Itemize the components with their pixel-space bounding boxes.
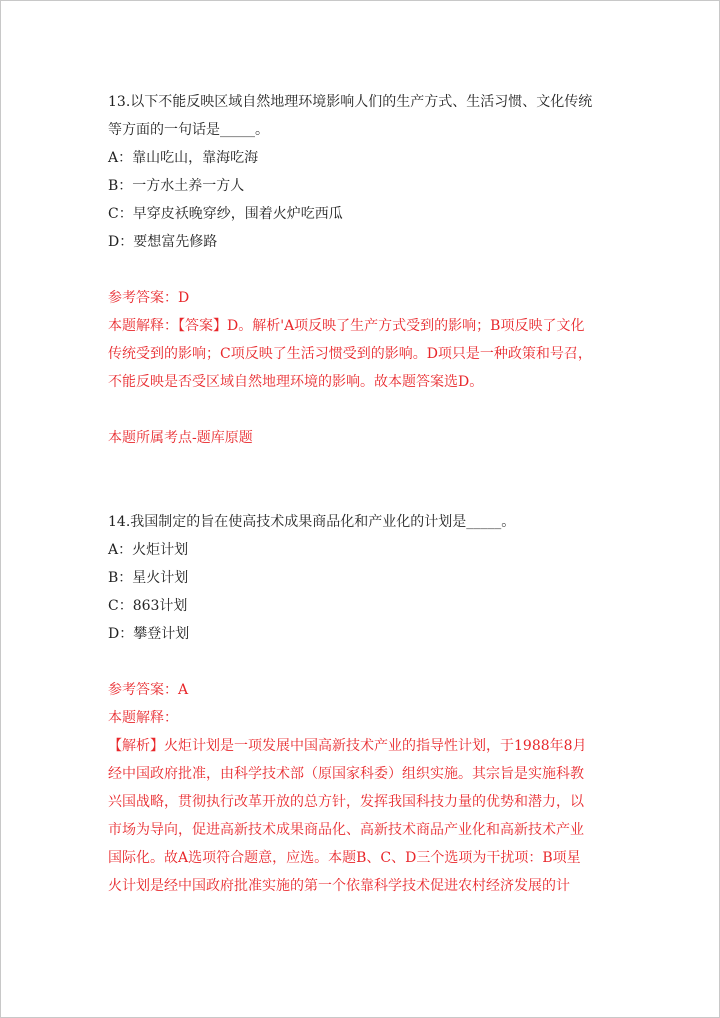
explanation-header: 本题解释： <box>108 710 178 726</box>
question-stem-line: 等方面的一句话是_____。 <box>108 122 269 138</box>
question-source: 本题所属考点-题库原题 <box>108 430 253 446</box>
option-c: C：早穿皮袄晚穿纱，围着火炉吃西瓜 <box>108 206 343 222</box>
option-a: A：靠山吃山，靠海吃海 <box>108 150 259 166</box>
question-14 <box>108 508 618 900</box>
explanation-line: 国际化。故A选项符合题意，应选。本题B、C、D三个选项为干扰项：B项星 <box>108 850 581 866</box>
explanation-line: 【解析】火炬计划是一项发展中国高新技术产业的指导性计划，于1988年8月 <box>108 738 587 754</box>
option-d: D：要想富先修路 <box>108 234 218 250</box>
explanation-line: 火计划是经中国政府批准实施的第一个依靠科学技术促进农村经济发展的计 <box>108 878 570 894</box>
question-stem-line: 14.我国制定的旨在使高技术成果商品化和产业化的计划是_____。 <box>108 514 516 530</box>
explanation-line: 不能反映是否受区域自然地理环境的影响。故本题答案选D。 <box>108 374 484 390</box>
question-stem-line: 13.以下不能反映区域自然地理环境影响人们的生产方式、生活习惯、文化传统 <box>108 94 593 110</box>
explanation-line: 兴国战略，贯彻执行改革开放的总方针，发挥我国科技力量的优势和潜力，以 <box>108 794 584 810</box>
explanation-line: 本题解释：【答案】D。解析'A项反映了生产方式受到的影响；B项反映了文化 <box>108 318 585 334</box>
question-stem <box>108 88 618 144</box>
document-body <box>108 88 618 900</box>
option-c: C：863计划 <box>108 598 188 614</box>
option-a: A：火炬计划 <box>108 542 189 558</box>
option-b: B：一方水土养一方人 <box>108 178 245 194</box>
explanation-line: 市场为导向，促进高新技术成果商品化、高新技术商品产业化和高新技术产业 <box>108 822 584 838</box>
option-b: B：星火计划 <box>108 570 189 586</box>
reference-answer: 参考答案：D <box>108 290 190 306</box>
option-d: D：攀登计划 <box>108 626 190 642</box>
explanation-line: 经中国政府批准，由科学技术部（原国家科委）组织实施。其宗旨是实施科教 <box>108 766 584 782</box>
explanation-line: 传统受到的影响；C项反映了生活习惯受到的影响。D项只是一种政策和号召， <box>108 346 592 362</box>
reference-answer: 参考答案：A <box>108 682 189 698</box>
question-13 <box>108 88 618 452</box>
question-stem <box>108 508 618 536</box>
